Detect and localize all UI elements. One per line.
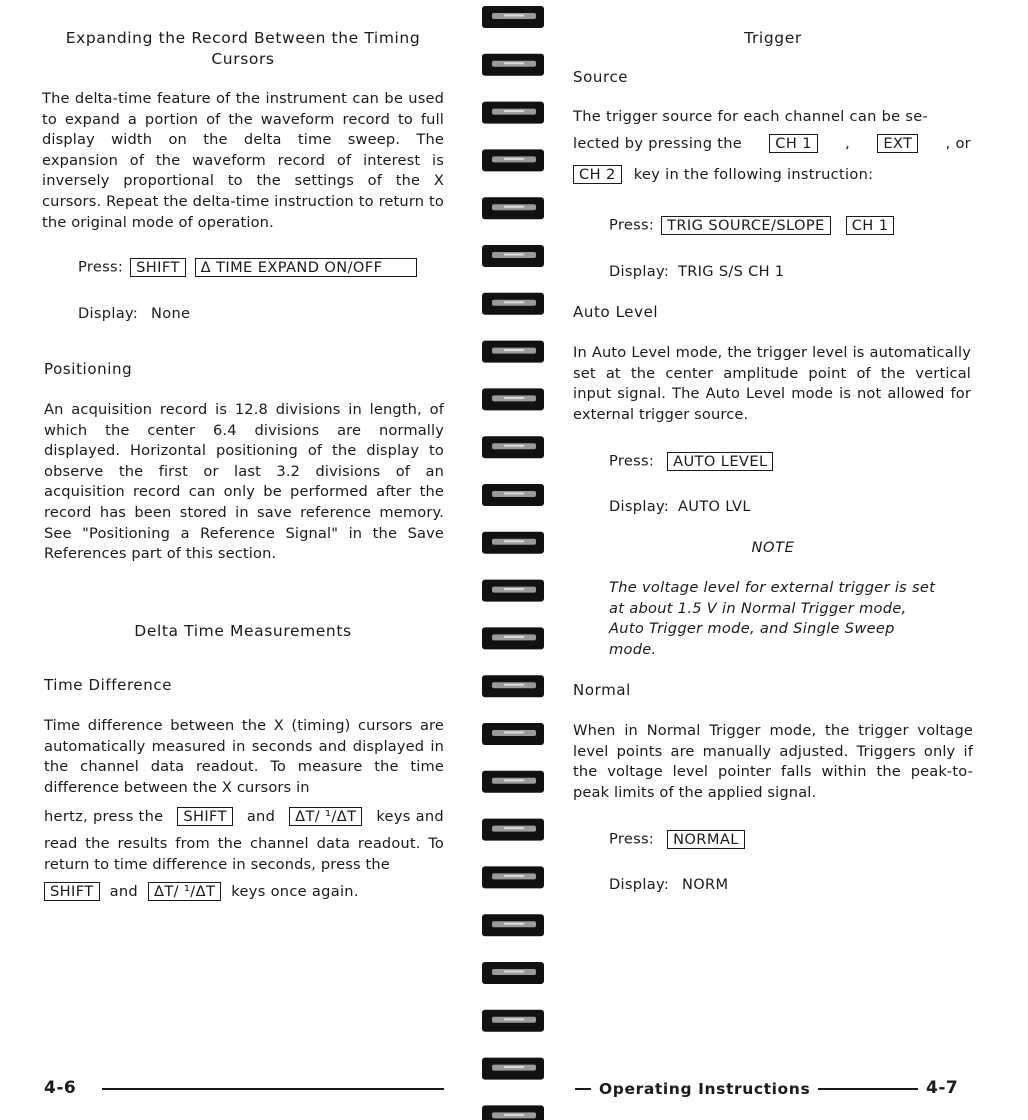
ch2-key: CH 2 — [573, 165, 622, 184]
paragraph-time-difference: Time difference between the X (timing) cursors are automatically measured in seconds and displayed in the channel data readout. To measure the time difference between the X cursors in — [44, 717, 444, 796]
binding-ring — [482, 675, 544, 697]
binding-ring — [482, 54, 544, 76]
text-fragment: keys once again. — [231, 883, 359, 900]
shift-key: SHIFT — [44, 882, 100, 901]
note-text: The voltage level for external trigger is set at about 1.5 V in Normal Trigger mode, Auto Trigger mode, and Single Sweep mode. — [609, 579, 936, 658]
binding-ring — [482, 1105, 544, 1120]
heading-source: Source — [573, 68, 629, 86]
note-title: NOTE — [751, 539, 795, 556]
binding-ring — [482, 580, 544, 602]
footer-rule-right — [818, 1088, 918, 1090]
left-page — [0, 0, 470, 1120]
footer-dash — [575, 1088, 591, 1090]
press-label: Press: — [609, 830, 655, 848]
page-number-left: 4-6 — [44, 1078, 77, 1098]
binding-ring — [482, 102, 544, 124]
heading-positioning: Positioning — [44, 360, 133, 378]
line-shift-once-again — [44, 882, 359, 901]
display-value: NORM — [682, 876, 729, 893]
binding-ring — [482, 1010, 544, 1032]
auto-level-key: AUTO LEVEL — [667, 452, 773, 471]
text-fragment: , — [845, 135, 851, 152]
text-fragment: lected by pressing the — [573, 135, 743, 152]
heading-expanding-record: Expanding the Record Between the Timing Cursors — [65, 29, 421, 68]
text-fragment: keys and — [376, 808, 444, 825]
paragraph-normal: When in Normal Trigger mode, the trigger voltage level points are manually adjusted. Triggers only if the voltage level pointer falls within the peak-to-peak limits of the applied signal. — [573, 722, 973, 801]
display-value: TRIG S/S CH 1 — [678, 263, 785, 280]
line-hertz-keys — [44, 807, 444, 826]
paragraph-auto-level: In Auto Level mode, the trigger level is automatically set at the center amplitude point of the vertical input signal. The Auto Level mode is not allowed for external trigger source. — [573, 344, 971, 423]
heading-auto-level: Auto Level — [573, 303, 659, 321]
heading-normal: Normal — [573, 681, 631, 699]
binding-ring — [482, 723, 544, 745]
paragraph-positioning: An acquisition record is 12.8 divisions in length, of which the center 6.4 divisions are normally displayed. Horizontal positioning of the display to observe the first or last 3.2 divisions of an acquisition record can only be performed after the record has been stored in save reference memory. See "Positioning a Reference Signal" in the Save References part of this section. — [44, 401, 444, 563]
instruction-press-expand — [78, 258, 419, 277]
display-label: Display: — [78, 305, 139, 322]
ch1-key: CH 1 — [769, 134, 818, 153]
right-page — [548, 0, 1028, 1120]
binding-ring — [482, 436, 544, 458]
display-label: Display: — [609, 498, 670, 515]
instruction-display-auto-level — [609, 498, 751, 515]
instruction-display-expand — [78, 305, 190, 322]
display-label: Display: — [609, 263, 670, 280]
display-value: None — [151, 305, 191, 322]
binding-ring — [482, 819, 544, 841]
binding-ring — [482, 6, 544, 28]
delta-inverse-key: ΔT/ ¹/ΔT — [289, 807, 362, 826]
ch1-key: CH 1 — [846, 216, 895, 235]
shift-key: SHIFT — [130, 258, 186, 277]
heading-time-difference: Time Difference — [44, 676, 173, 694]
delta-inverse-key: ΔT/ ¹/ΔT — [148, 882, 221, 901]
binding-ring — [482, 914, 544, 936]
text-fragment: and — [246, 808, 276, 825]
heading-trigger: Trigger — [744, 29, 802, 47]
press-label: Press: — [78, 258, 124, 276]
display-label: Display: — [609, 876, 670, 893]
instruction-display-trig-source — [609, 263, 784, 280]
binding-ring — [482, 532, 544, 554]
paragraph-source-line-3 — [573, 165, 873, 184]
paragraph-return-seconds: read the results from the channel data readout. To return to time difference in seconds, press the — [44, 835, 444, 873]
trig-source-slope-key: TRIG SOURCE/SLOPE — [661, 216, 831, 235]
binding-ring — [482, 627, 544, 649]
ext-key: EXT — [877, 134, 918, 153]
display-value: AUTO LVL — [678, 498, 751, 515]
binding-ring — [482, 771, 544, 793]
page-number-right: 4-7 — [926, 1078, 959, 1098]
footer-rule-left — [102, 1088, 444, 1090]
delta-time-expand-key: Δ TIME EXPAND ON/OFF — [195, 258, 417, 277]
binding-ring — [482, 1058, 544, 1080]
binding-ring — [482, 962, 544, 984]
heading-delta-time-measurements: Delta Time Measurements — [134, 622, 352, 640]
text-fragment: and — [109, 883, 138, 900]
press-label: Press: — [609, 216, 655, 234]
footer-label: Operating Instructions — [599, 1080, 811, 1098]
binding-ring — [482, 484, 544, 506]
paragraph-source-line-1: The trigger source for each channel can be se- — [573, 108, 929, 125]
shift-key: SHIFT — [177, 807, 233, 826]
text-fragment: , or — [945, 135, 971, 152]
instruction-press-trig-source — [609, 216, 896, 235]
binding-ring — [482, 341, 544, 363]
binding-ring — [482, 866, 544, 888]
paragraph-source-line-2 — [573, 134, 971, 153]
binding-ring — [482, 197, 544, 219]
spiral-binding — [478, 0, 548, 1120]
text-fragment: hertz, press the — [44, 808, 164, 825]
binding-ring — [482, 293, 544, 315]
normal-key: NORMAL — [667, 830, 745, 849]
binding-ring — [482, 149, 544, 171]
instruction-press-normal — [609, 830, 747, 849]
footer-section-title — [575, 1080, 918, 1098]
binding-ring — [482, 245, 544, 267]
instruction-press-auto-level — [609, 452, 775, 471]
binding-rings — [482, 6, 544, 1120]
text-fragment: key in the following instruction: — [633, 166, 874, 183]
paragraph-expanding-record: The delta-time feature of the instrument can be used to expand a portion of the waveform record to full display width on the delta time sweep. The expansion of the waveform record of interest is inversely proportional to the settings of the X cursors. Repeat the delta-time instruction to return to the original mode of operation. — [42, 90, 444, 231]
instruction-display-normal — [609, 876, 728, 893]
press-label: Press: — [609, 452, 655, 470]
binding-ring — [482, 388, 544, 410]
